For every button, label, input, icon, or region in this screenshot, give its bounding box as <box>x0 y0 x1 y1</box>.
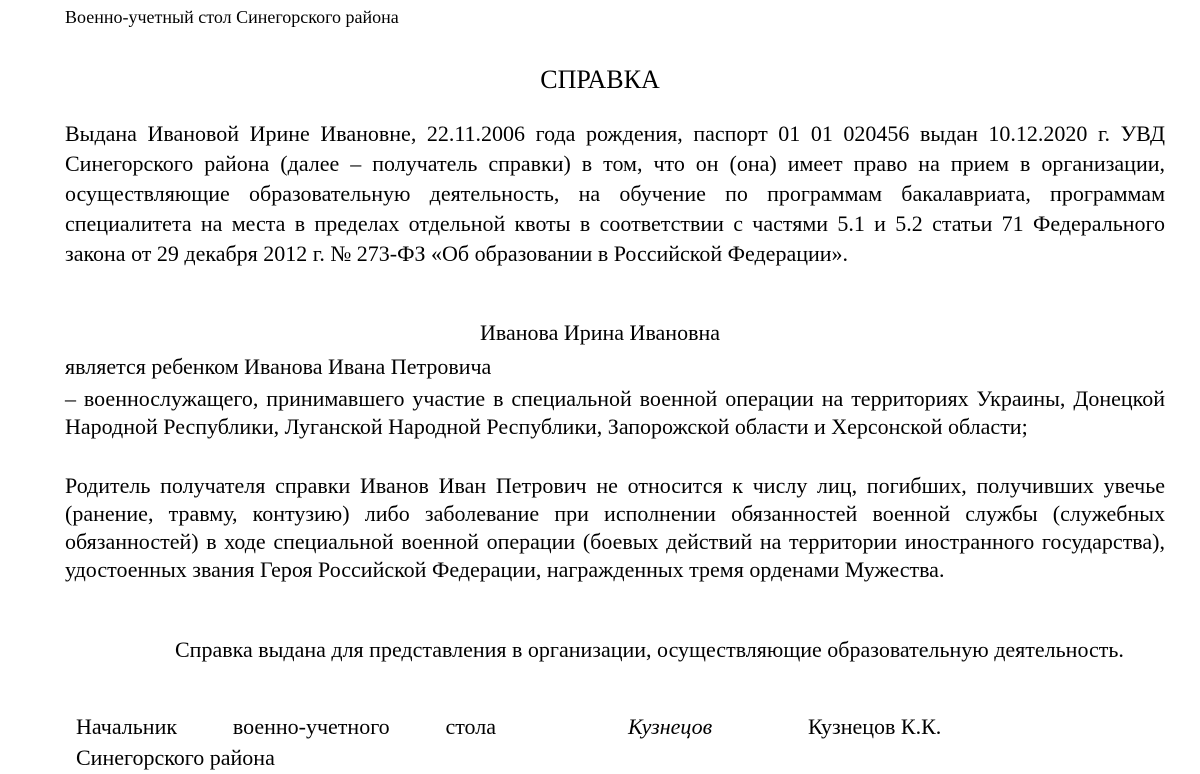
document-title: СПРАВКА <box>540 65 660 94</box>
child-of-line: является ребенком Иванова Ивана Петровича <box>65 354 492 379</box>
parent-status-paragraph: – военнослужащего, принимавшего участие в специальной военной операции на территориях Украины, Донецкой Народной Республики, Луганской Народной Республики, Запорожской области и Херсонской области; <box>65 386 1165 439</box>
signatory-name: Кузнецов К.К. <box>808 714 942 739</box>
signatory-position: Начальник военно-учетного стола Синегорского района <box>76 714 496 770</box>
purpose-paragraph: Справка выдана для представления в организации, осуществляющие образовательную деятельность. <box>175 637 1124 662</box>
handwritten-signature: Кузнецов <box>628 714 713 739</box>
organization-header: Военно-учетный стол Синегорского района <box>65 7 399 27</box>
issued-paragraph: Выдана Ивановой Ирине Ивановне, 22.11.2006 года рождения, паспорт 01 01 020456 выдан 10.12.2020 г. УВД Синегорского района (далее – получатель справки) в том, что он (она) имеет право на прием в организации, осуществляющие образовательную деятельность, на обучение по программам бакалавриата, программам специалитета на места в пределах отдельной квоты в соответствии с частями 5.1 и 5.2 статьи 71 Федерального закона от 29 декабря 2012 г. № 273-ФЗ «Об образовании в Российской Федерации». <box>65 121 1165 266</box>
parent-paragraph: Родитель получателя справки Иванов Иван Петрович не относится к числу лиц, погибших, получивших увечье (ранение, травму, контузию) либо заболевание при исполнении обязанностей военной службы (служебных обязанностей) в ходе специальной военной операции (боевых действий на территории иностранного государства), удостоенных звания Героя Российской Федерации, награжденных тремя орденами Мужества. <box>65 473 1165 582</box>
recipient-name: Иванова Ирина Ивановна <box>479 320 721 345</box>
